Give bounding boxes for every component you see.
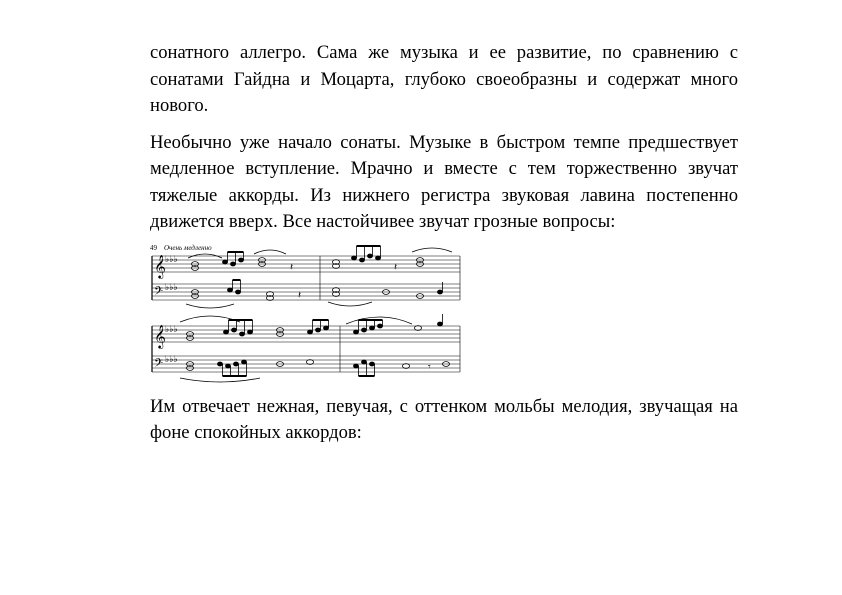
svg-text:𝄽: 𝄽 — [290, 261, 294, 273]
bass-clef-icon: 𝄢 — [154, 356, 164, 373]
svg-text:♭♭♭: ♭♭♭ — [165, 254, 178, 265]
svg-text:𝄾: 𝄾 — [428, 361, 431, 373]
svg-text:♭♭♭: ♭♭♭ — [165, 282, 178, 293]
paragraph-sonata-beginning: Необычно уже начало сонаты. Музыке в быстром темпе предшествует медленное вступление. Мрачно и вместе с тем торжественно звучат тяжелые аккорды. Из нижнего регистра звуковая лавина постепенно движется вверх. Все настойчивее звучат грозные вопросы: — [150, 131, 738, 232]
score-notes — [180, 246, 452, 382]
svg-text:♭♭♭: ♭♭♭ — [165, 324, 178, 335]
score-header — [150, 244, 212, 252]
treble-clef-icon: 𝄞 — [154, 323, 166, 348]
svg-text:𝄽: 𝄽 — [298, 289, 302, 301]
bass-clef-icon: 𝄢 — [154, 284, 164, 301]
svg-text:♭♭♭: ♭♭♭ — [165, 354, 178, 365]
paragraph-tender-melody: Им отвечает нежная, певучая, с оттенком мольбы мелодия, звучащая на фоне спокойных аккордов: — [150, 395, 738, 443]
score-tempo-marking: Очень медленно — [164, 243, 212, 252]
treble-clef-icon: 𝄞 — [154, 253, 166, 278]
music-score-example — [150, 240, 462, 388]
score-number: 49 — [150, 243, 157, 252]
paragraph-sonata-allegro: сонатного аллегро. Сама же музыка и ее развитие, по сравнению с сонатами Гайдна и Моцарта, глубоко своеобразны и содержат много нового. — [150, 42, 738, 116]
svg-text:𝄽: 𝄽 — [394, 261, 398, 273]
staff-system-2 — [152, 323, 460, 372]
document-page — [150, 40, 738, 447]
